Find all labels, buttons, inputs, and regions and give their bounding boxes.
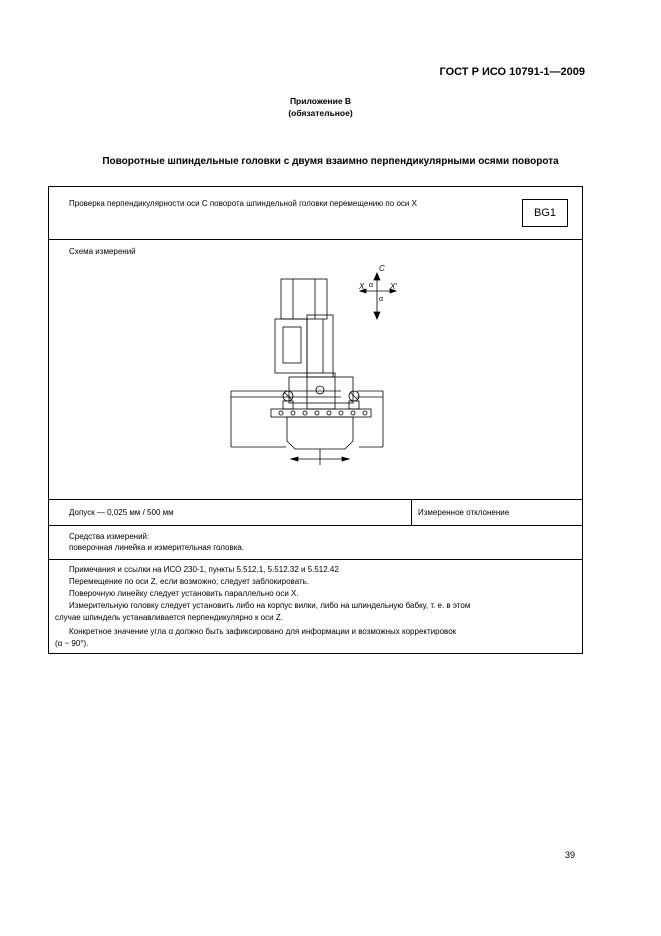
- check-description: Проверка перпендикулярности оси C поворота шпиндельной головки перемещению по оси X: [69, 199, 417, 208]
- scheme-label: Схема измерений: [69, 247, 136, 256]
- tools-text: поверочная линейка и измерительная головка.: [69, 543, 245, 552]
- row-divider: [49, 525, 582, 526]
- measurement-diagram: [49, 187, 584, 487]
- appendix-title: Приложение В: [289, 96, 352, 106]
- label-x: X: [359, 282, 365, 291]
- tools-title: Средства измерений:: [69, 532, 150, 541]
- note-line: Перемещение по оси Z, если возможно, следует заблокировать.: [69, 577, 310, 586]
- measured-deviation-label: Измеренное отклонение: [418, 508, 510, 517]
- label-alpha-bottom: α: [379, 296, 384, 303]
- row-divider: [49, 499, 582, 500]
- tolerance-text: Допуск — 0,025 мм / 500 мм: [69, 508, 174, 517]
- label-alpha-top: α: [369, 282, 374, 289]
- note-line: случае шпиндель устанавливается перпендикулярно к оси Z.: [55, 613, 283, 622]
- note-line: Примечания и ссылки на ИСО 230-1, пункты 5.512.1, 5.512.32 и 5.512.42: [69, 565, 339, 574]
- column-divider: [411, 499, 412, 525]
- note-line: (α ~ 90°).: [55, 639, 89, 648]
- appendix-status: (обязательное): [288, 108, 353, 118]
- label-x-prime: X': [390, 282, 397, 291]
- section-title: Поворотные шпиндельные головки с двумя взаимно перпендикулярными осями поворота: [102, 156, 559, 167]
- check-table: [48, 186, 583, 654]
- page-number: 39: [564, 850, 575, 860]
- label-c: C: [379, 264, 385, 273]
- note-line: Измерительную головку следует установить либо на корпус вилки, либо на шпиндельную бабку, т. е. в этом: [69, 601, 471, 610]
- note-line: Конкретное значение угла α должно быть зафиксировано для информации и возможных корректировок: [69, 627, 457, 636]
- document-header: ГОСТ Р ИСО 10791-1—2009: [439, 66, 585, 78]
- note-line: Поверочную линейку следует установить параллельно оси X.: [69, 589, 299, 598]
- row-divider: [49, 559, 582, 560]
- check-code: BG1: [522, 199, 568, 227]
